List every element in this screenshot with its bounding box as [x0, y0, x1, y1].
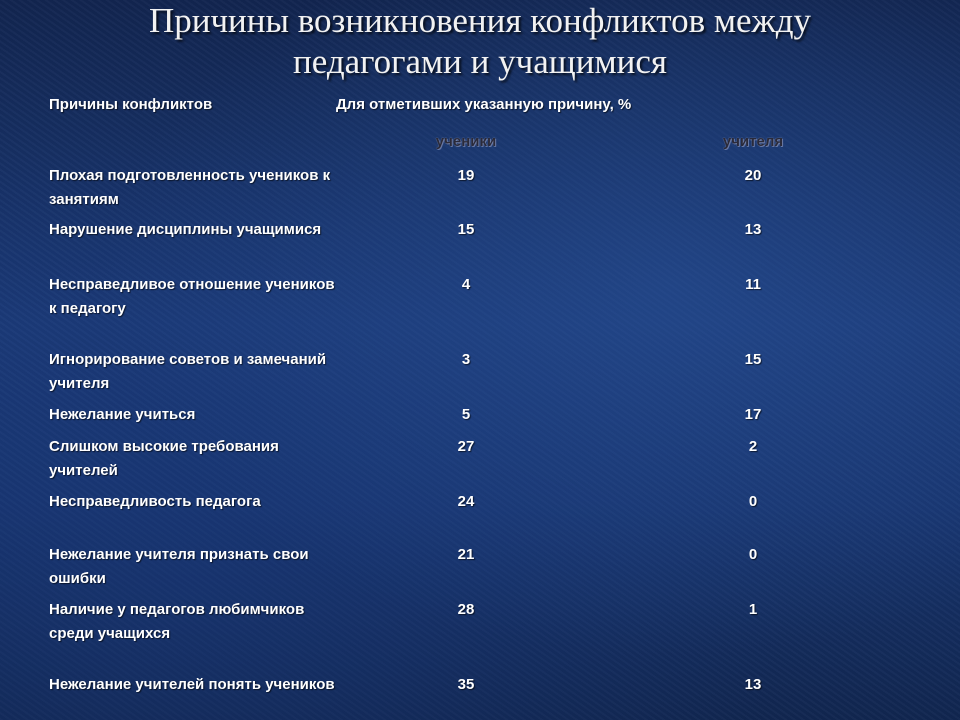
- table-cell-students: 27: [457, 438, 475, 455]
- table-cell-teachers: 0: [748, 546, 758, 563]
- slide-title: [0, 0, 960, 82]
- table-cell-teachers: 17: [744, 406, 762, 423]
- table-cell-students: 4: [461, 276, 471, 293]
- table-cell-teachers: 13: [744, 221, 762, 238]
- table-cell-teachers: 0: [748, 493, 758, 510]
- header-percent: Для отметивших указанную причину, %: [336, 96, 632, 113]
- table-cell-students: 19: [457, 167, 475, 184]
- table-cell-students: 24: [457, 493, 475, 510]
- table-row-reason: Нарушение дисциплины учащимися: [49, 221, 322, 238]
- table-cell-students: 5: [461, 406, 471, 423]
- table-cell-teachers: 11: [745, 276, 761, 293]
- table-cell-teachers: 13: [744, 676, 762, 693]
- table-row-reason: Наличие у педагогов любимчиков среди учащихся: [49, 601, 305, 642]
- table-cell-teachers: 1: [748, 601, 758, 618]
- column-header-teachers: учителя: [722, 133, 784, 150]
- table-row-reason: Игнорирование советов и замечаний учителя: [49, 351, 327, 392]
- table-cell-students: 28: [457, 601, 475, 618]
- table-cell-students: 35: [457, 676, 475, 693]
- table-cell-students: 15: [457, 221, 475, 238]
- slide-title-line-2: педагогами и учащимися: [293, 42, 667, 81]
- table-cell-students: 3: [461, 351, 471, 368]
- table-row-reason: Несправедливое отношение учеников к педагогу: [49, 276, 335, 317]
- table-row-reason: Плохая подготовленность учеников к занятиям: [49, 167, 331, 208]
- slide-title-line-1: Причины возникновения конфликтов между: [148, 1, 812, 40]
- table-row-reason: Нежелание учиться: [49, 406, 196, 423]
- table-cell-teachers: 20: [744, 167, 762, 184]
- table-row-reason: Слишком высокие требования учителей: [49, 438, 279, 479]
- header-reasons: Причины конфликтов: [49, 96, 213, 113]
- table-cell-students: 21: [457, 546, 475, 563]
- table-cell-teachers: 2: [748, 438, 758, 455]
- table-cell-teachers: 15: [744, 351, 762, 368]
- table-row-reason: Нежелание учителя признать свои ошибки: [49, 546, 309, 587]
- column-header-students: ученики: [435, 133, 497, 150]
- table-row-reason: Несправедливость педагога: [49, 493, 261, 510]
- table-row-reason: Нежелание учителей понять учеников: [49, 676, 335, 693]
